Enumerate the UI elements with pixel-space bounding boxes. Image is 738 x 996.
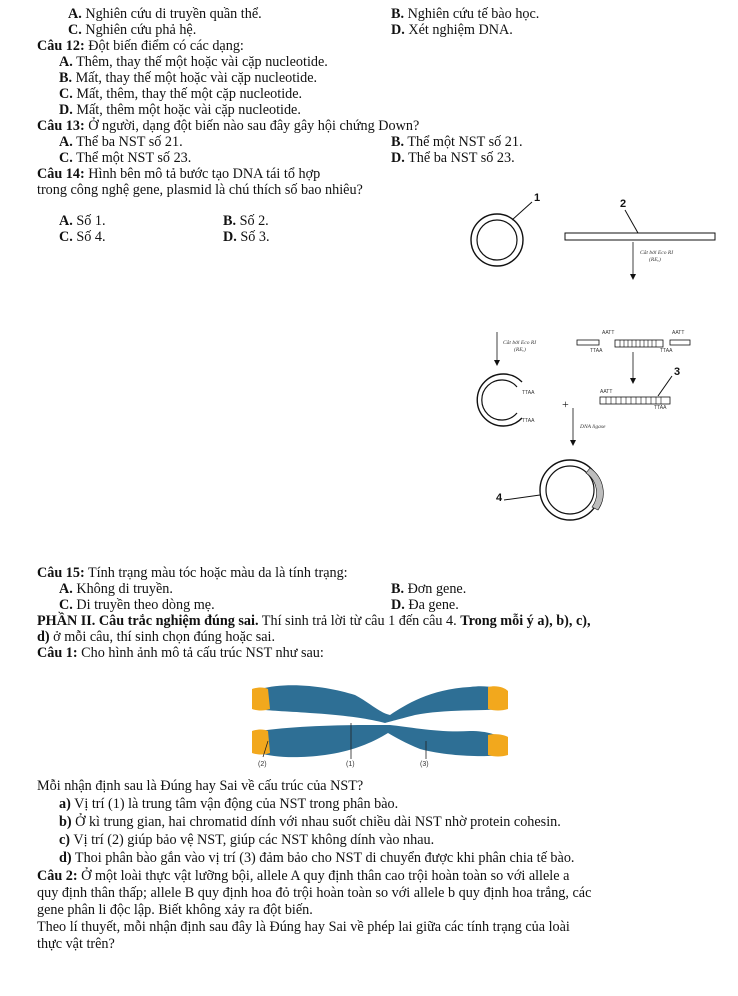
position-3-label: (3) — [420, 761, 429, 768]
q11-option-d — [391, 22, 513, 38]
q13-option-b: B. Thể một NST số 21. — [391, 134, 523, 150]
arrow-head — [630, 378, 636, 384]
part2-instructions: d) ở mỗi câu, thí sinh chọn đúng hoặc sai. — [37, 629, 276, 645]
q14-option-c: C. Số 4. — [59, 229, 106, 245]
q11-option-a — [68, 6, 262, 22]
recombinant-insert-segment — [586, 468, 603, 510]
chromosome-figure — [230, 675, 515, 773]
q14-stem-line2: trong công nghệ gene, plasmid là chú thích số bao nhiêu? — [37, 182, 363, 198]
donor-dna-bar — [565, 233, 715, 240]
q14-option-d: D. Số 3. — [223, 229, 270, 245]
label-2: 2 — [620, 198, 627, 210]
p2q1-statement-b: b) Ở kì trung gian, hai chromatid dính với nhau suốt chiều dài NST nhờ protein cohesin. — [59, 814, 561, 830]
q11-option-c — [68, 22, 196, 38]
arrow-head — [494, 360, 500, 366]
p2q2-line5: thực vật trên? — [37, 936, 115, 952]
q15-option-c: C. Di truyền theo dòng mẹ. — [59, 597, 215, 613]
p2q1-statement-a: a) Vị trí (1) là trung tâm vận động của NST trong phân bào. — [59, 796, 399, 812]
label-3: 3 — [674, 366, 681, 378]
q14-option-a: A. Số 1. — [59, 213, 106, 229]
q12-option-c: C. Mất, thêm, thay thế một cặp nucleotide. — [59, 86, 303, 102]
option-text: Nghiên cứu tế bào học. — [407, 6, 540, 22]
option-text: Xét nghiệm DNA. — [408, 22, 513, 38]
sticky-end-aatt-right: AATT — [672, 330, 685, 336]
q15-option-d: D. Đa gene. — [391, 597, 459, 613]
label-1-leader — [512, 202, 532, 220]
sticky-end-ttaa-right: TTAA — [660, 348, 673, 354]
plasmid-sticky-ttaa-top: TTAA — [522, 390, 535, 396]
q12-option-b: B. Mất, thay thế một hoặc vài cặp nucleotide. — [59, 70, 318, 86]
q14-stem-line1: Câu 14: Hình bên mô tả bước tạo DNA tái tổ hợp — [37, 166, 321, 182]
sticky-end-aatt-left: AATT — [602, 330, 615, 336]
option-key: C. — [68, 22, 82, 38]
q15-option-a: A. Không di truyền. — [59, 581, 173, 597]
label-2-leader — [625, 210, 638, 233]
sticky-end-ttaa-left: TTAA — [590, 348, 603, 354]
left-fragment — [577, 340, 599, 345]
p2q1-prompt: Mỗi nhận định sau là Đúng hay Sai về cấu trúc của NST? — [37, 778, 364, 794]
option-key: D. — [391, 22, 405, 38]
q15-option-b: B. Đơn gene. — [391, 581, 467, 597]
selected-insert — [600, 397, 670, 404]
p2q2-line1: Câu 2: Ở một loài thực vật lưỡng bội, allele A quy định thân cao trội hoàn toàn so với allele a — [37, 868, 570, 884]
recombinant-dna-diagram — [440, 190, 730, 530]
plasmid-inner-ring — [477, 220, 517, 260]
label-3-leader — [658, 376, 672, 396]
q13-option-a: A. Thể ba NST số 21. — [59, 134, 183, 150]
option-key: A. — [68, 6, 82, 22]
arrow-head — [570, 440, 576, 446]
q12-stem: Câu 12: Đột biến điểm có các dạng: — [37, 38, 244, 54]
upper-chromatid — [260, 685, 502, 723]
opened-plasmid-outer — [477, 374, 522, 426]
telomere-upper-right — [488, 686, 508, 710]
q15-stem: Câu 15: Tính trạng màu tóc hoặc màu da là tính trạng: — [37, 565, 348, 581]
q13-option-c: C. Thể một NST số 23. — [59, 150, 192, 166]
cut-label-1-enzyme: (REₑ) — [649, 257, 661, 263]
q12-option-a: A. Thêm, thay thế một hoặc vài cặp nucleotide. — [59, 54, 328, 70]
label-4: 4 — [496, 492, 503, 504]
position-1-label: (1) — [346, 761, 355, 768]
q13-stem: Câu 13: Ở người, dạng đột biến nào sau đây gây hội chứng Down? — [37, 118, 420, 134]
insert-sticky-aatt: AATT — [600, 389, 613, 395]
label-1: 1 — [534, 192, 541, 204]
arrow-head — [630, 274, 636, 280]
q14-option-b: B. Số 2. — [223, 213, 269, 229]
telomere-upper-left — [252, 688, 270, 711]
position-2-label: (2) — [258, 761, 267, 768]
right-fragment — [670, 340, 690, 345]
chromosome-diagram — [230, 675, 515, 773]
p2q2-line2: quy định thân thấp; allele B quy định hoa đỏ trội hoàn toàn so với allele b quy định hoa trắng, các — [37, 885, 592, 901]
opened-plasmid-inner — [482, 380, 517, 420]
plasmid-sticky-ttaa-bottom: TTAA — [522, 418, 535, 424]
plus-sign: + — [562, 397, 569, 411]
option-key: B. — [391, 6, 405, 22]
part2-heading: PHẦN II. Câu trắc nghiệm đúng sai. Thí sinh trả lời từ câu 1 đến câu 4. Trong mỗi ý a), b), c), — [37, 613, 591, 629]
q13-option-d: D. Thể ba NST số 23. — [391, 150, 515, 166]
p2q1-stem: Câu 1: Cho hình ảnh mô tả cấu trúc NST như sau: — [37, 645, 324, 661]
p2q2-line3: gene phân li độc lập. Biết không xảy ra đột biến. — [37, 902, 313, 918]
option-text: Nghiên cứu phả hệ. — [85, 22, 197, 38]
lower-chromatid — [260, 725, 502, 757]
label-4-leader — [504, 495, 540, 500]
p2q2-line4: Theo lí thuyết, mỗi nhận định sau đây là Đúng hay Sai về phép lai giữa các tính trạng của loài — [37, 919, 570, 935]
telomere-lower-right — [488, 734, 508, 756]
plasmid-outer-ring — [471, 214, 523, 266]
p2q1-statement-c: c) Vị trí (2) giúp bảo vệ NST, giúp các NST không dính vào nhau. — [59, 832, 435, 848]
q12-option-d: D. Mất, thêm một hoặc vài cặp nucleotide. — [59, 102, 301, 118]
insert-sticky-ttaa: TTAA — [654, 405, 667, 411]
q11-option-b — [391, 6, 539, 22]
cut-label-1: Cắt bởi Eco RI — [640, 250, 674, 256]
ligase-label: DNA ligase — [580, 424, 606, 430]
recombinant-dna-figure — [440, 190, 730, 530]
option-text: Nghiên cứu di truyền quần thể. — [85, 6, 262, 22]
cut-label-2: Cắt bởi Eco RI — [503, 340, 537, 346]
p2q1-statement-d: d) Thoi phân bào gắn vào vị trí (3) đảm bảo cho NST di chuyển được khi phân chia tế bào. — [59, 850, 575, 866]
cut-label-2-enzyme: (REₑ) — [514, 347, 526, 353]
